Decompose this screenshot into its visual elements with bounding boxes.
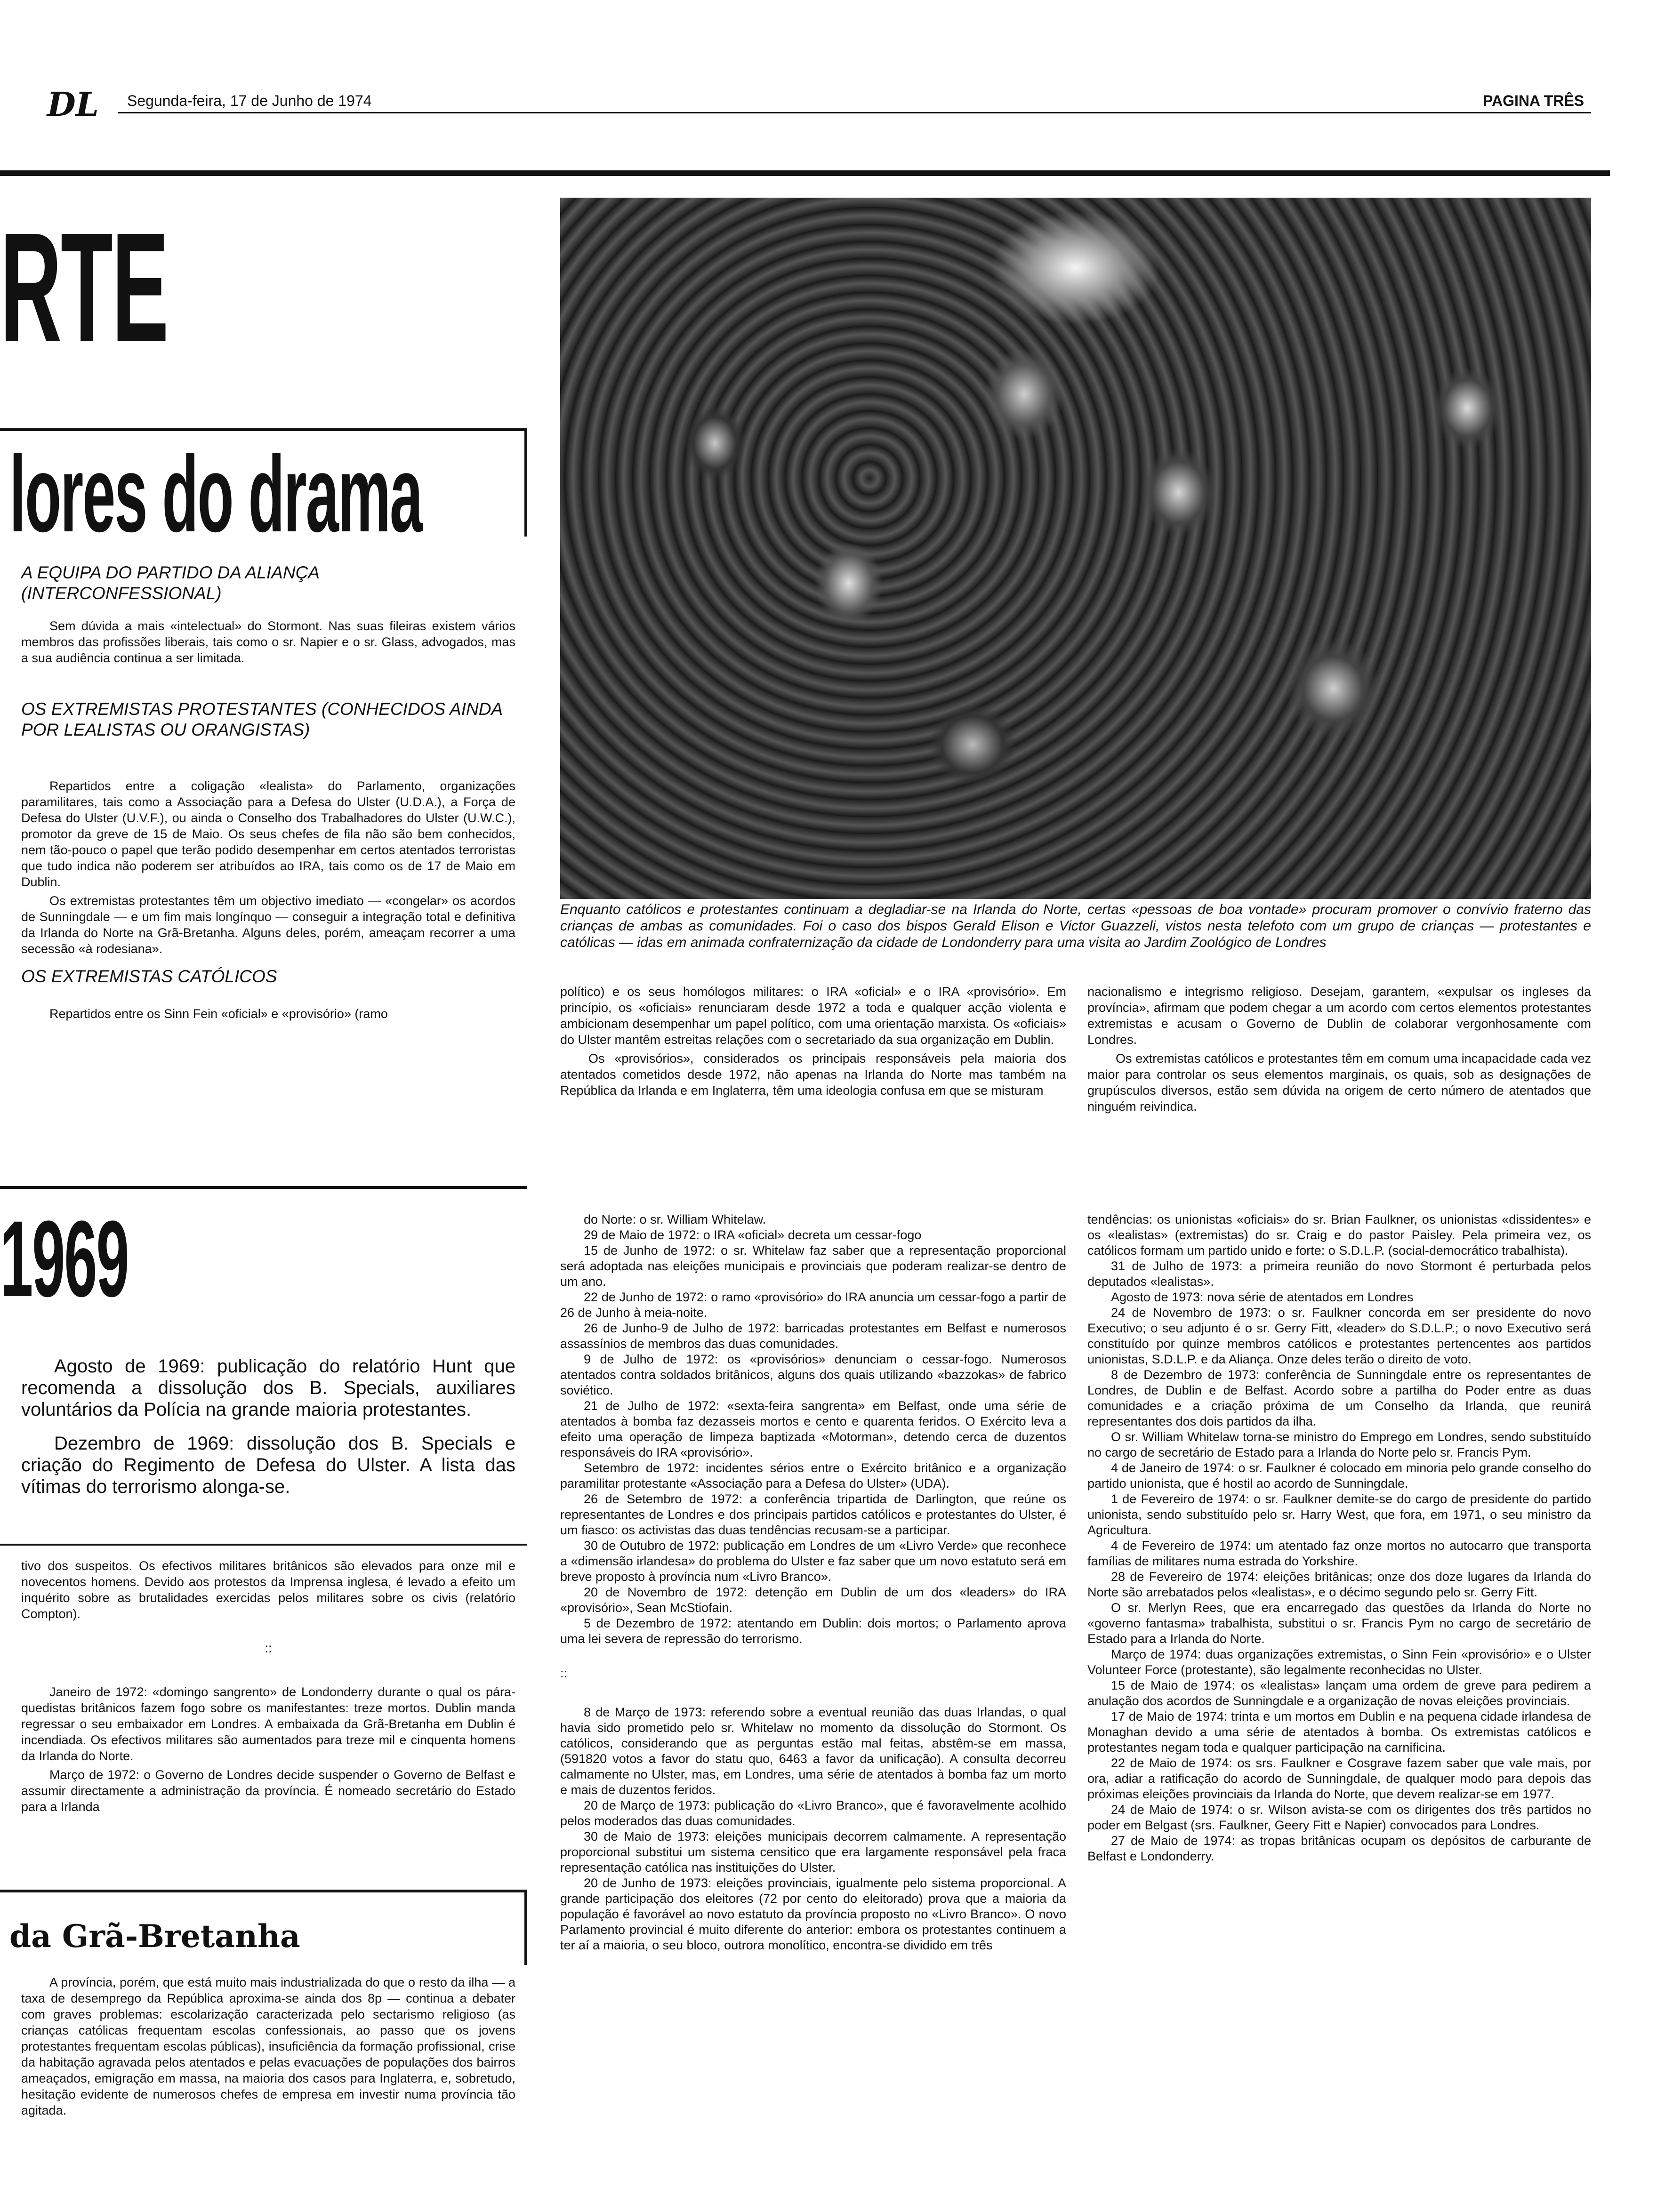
right-paragraph-2: Os extremistas católicos e protestantes têm em comum uma incapacidade cada vez maior para controlar os seus elementos marginais, os quais, sob as designações de grupúsculos diversos, estão sem dúvida na origem de certo número de atentados que ninguém reivindica. — [1087, 1051, 1591, 1114]
chron-mid-item: 26 de Setembro de 1972: a conferência tripartida de Darlington, que reúne os representantes de Londres e dos principais partidos católicos e protestantes do Ulster, é um fiasco: os activistas das duas tendências recusam-se a participar. — [560, 1492, 1066, 1537]
chronology-middle — [560, 1212, 1066, 1953]
protestant-paragraph-1: Repartidos entre a coligação «lealista» do Parlamento, organizações paramilitares, tais como a Associação para a Defesa do Ulster (U.D.A.), a Força de Defesa do Ulster (U.V.F.), ou ainda o Conselho dos Trabalhadores do Ulster (U.W.C.), promotor da greve de 15 de Maio. Os seus chefes de fila não são bem conhecidos, nem tão-pouco o papel que terão podido desempenhar em certos atentados terroristas que tudo indica não poderem ser atribuídos ao IRA, tais como os de 17 de Maio em Dublin. — [21, 779, 515, 889]
issue-date: Segunda-feira, 17 de Junho de 1974 — [127, 92, 372, 109]
chron-mid-item: 30 de Outubro de 1972: publicação em Londres de um «Livro Verde» que reconhece a «dimensão irlandesa» do problema do Ulster e faz saber que um novo estatuto será em breve proposto à província num «Livro Branco». — [560, 1539, 1066, 1584]
sub-headline: lores do drama — [9, 433, 422, 554]
chron-right-item: 17 de Maio de 1974: trinta e um mortos em Dublin e na pequena cidade irlandesa de Monaghan devido a uma série de atentados à bomba. Os extremistas católicos e protestantes negam toda e qualquer participação na carnificina. — [1087, 1709, 1591, 1755]
mid-paragraph-1: político) e os seus homólogos militares: o IRA «oficial» e o IRA «provisório». Em princípio, os «oficiais» renunciaram desde 1972 a toda e qualquer acção violenta e ambicionam desempenhar um papel político, com uma orientação marxista. Os «oficiais» do Ulster mantêm estreitas relações com o secretariado da sua organização em Dublin. — [560, 985, 1066, 1047]
chron-right-item: 28 de Fevereiro de 1974: eleições britânicas; onze dos doze lugares da Irlanda do Norte são arrebatados pelos «lealistas», e o décimo segundo pelo sr. Gerry Fitt. — [1087, 1570, 1591, 1599]
box-top — [0, 1890, 527, 1892]
chron-right-item: 15 de Maio de 1974: os «lealistas» lançam uma ordem de greve para pedirem a anulação dos acordos de Sunningdale e a organização de novas eleições provinciais. — [1087, 1678, 1591, 1708]
mid-paragraph-2: Os «provisórios», considerados os principais responsáveis pela maioria dos atentados cometidos desde 1972, não apenas na Irlanda do Norte mas também na República da Irlanda e em Inglaterra, têm uma ideologia confusa em que se misturam — [560, 1051, 1066, 1098]
chron-right-item: 24 de Maio de 1974: o sr. Wilson avista-se com os dirigentes dos três partidos no poder em Belgast (srs. Faulkner, Geery Fitt e Napier) convocados para Londres. — [1087, 1803, 1591, 1832]
chron-mid-item: 20 de Novembro de 1972: detenção em Dublin de um dos «leaders» do IRA «provisório», Sean McStiofain. — [560, 1585, 1066, 1615]
catholic-paragraph: Repartidos entre os Sinn Fein «oficial» e «provisório» (ramo — [49, 1007, 388, 1021]
chron-right-item: 31 de Julho de 1973: a primeira reunião do novo Stormont é perturbada pelos deputados «lealistas». — [1087, 1259, 1591, 1289]
chron-mid-item: 26 de Junho-9 de Julho de 1972: barricadas protestantes em Belfast e numerosos assassínios de membros das duas comunidades. — [560, 1321, 1066, 1351]
middle-column-top — [560, 984, 1066, 1101]
chron-mid-item: 21 de Julho de 1972: «sexta-feira sangrenta» em Belfast, onde uma série de atentados à bomba faz dezasseis mortos e cento e quarenta feridos. O Exército leva a efeito uma operação de limpeza baptizada «Motorman», detendo cerca de duzentos responsáveis do IRA «provisório». — [560, 1399, 1066, 1459]
chron-right-item: O sr. Merlyn Rees, que era encarregado das questões da Irlanda do Norte no «governo fantasma» trabalhista, substitui o sr. Francis Pym no cargo de secretário de Estado para a Irlanda do Norte. — [1087, 1601, 1591, 1646]
chron-mid-item: 29 de Maio de 1972: o IRA «oficial» decreta um cessar-fogo — [584, 1228, 922, 1242]
section3-headline: da Grã-Bretanha — [9, 1918, 300, 1955]
page-number: PAGINA TRÊS — [1483, 92, 1585, 109]
chron-right-item: 4 de Fevereiro de 1974: um atentado faz onze mortos no autocarro que transporta famílias de militares numa estrada do Yorkshire. — [1087, 1539, 1591, 1568]
header-underline — [118, 112, 1591, 113]
right-column-top — [1087, 984, 1591, 1117]
mid-divider: :: — [560, 1666, 568, 1680]
headline-box-right — [524, 428, 527, 537]
chron-right-item: 8 de Dezembro de 1973: conferência de Sunningdale entre os representantes de Londres, de Dublin e de Belfast. Acordo sobre a partilha do Poder entre as duas comunidades e a criação próxima de um Conselho da Irlanda, que reunirá representantes dos dois partidos da ilha. — [1087, 1368, 1591, 1428]
fragment-headline: RTE — [0, 200, 168, 374]
left-column — [21, 562, 515, 1025]
year-headline: 1969 — [0, 1198, 129, 1319]
section3-paragraph: A província, porém, que está muito mais industrializada do que o resto da ilha — a taxa de desemprego da República aproxima-se ainda dos 8p — continua a debater com graves problemas: escolarização caracterizada pelo sectarismo religioso (as crianças católicas frequentam escolas confessionais, ao passo que os jovens protestantes frequentam escolas públicas), insuficiência da formação profissional, crise da habitação agravada pelos atentados e pelas evacuações de populações dos bairros ameaçados, emigração em massa, na maioria dos casos para Inglaterra, e, sobretudo, hesitação evidente de numerosos chefes de empresa em investir numa província tão agitada. — [21, 1975, 515, 2117]
lead-paragraphs — [21, 1355, 515, 1510]
chronology-right — [1087, 1212, 1591, 1864]
chron-right-item: 27 de Maio de 1974: as tropas britânicas ocupam os depósitos de carburante de Belfast e Londonderry. — [1087, 1834, 1591, 1863]
left-divider: :: — [265, 1641, 272, 1655]
chron-mid-item: 20 de Março de 1973: publicação do «Livro Branco», que é favoravelmente acolhido pelos moderados das duas comunidades. — [560, 1798, 1066, 1828]
chron-mid-item: 8 de Março de 1973: referendo sobre a eventual reunião das duas Irlandas, o qual havia sido prometido pelo sr. Whitelaw no momento da dissolução do Stormont. Os católicos, considerando que as perguntas estão mal feitas, abstêm-se em massa, (591820 votos a favor do statu quo, 6463 a favor da unificação). A consulta decorreu calmamente no Ulster, mas, em Londres, uma série de atentados à bomba faz um morto e mais de duzentos feridos. — [560, 1705, 1066, 1797]
chron-mid-item: 15 de Junho de 1972: o sr. Whitelaw faz saber que a representação proporcional será adoptada nas eleições municipais e provinciais que poderam realizar-se dentro de um ano. — [560, 1243, 1066, 1289]
alliance-paragraph: Sem dúvida a mais «intelectual» do Stormont. Nas suas fileiras existem vários membros das profissões liberais, tais como o sr. Napier e o sr. Glass, advogados, mas a sua audiência continua a ser limitada. — [21, 619, 515, 665]
left-bottom-3: Março de 1972: o Governo de Londres decide suspender o Governo de Belfast e assumir directamente a administração da província. É nomeado secretário do Estado para a Irlanda — [21, 1768, 515, 1814]
top-rule — [0, 170, 1610, 176]
chron-mid-item: 22 de Junho de 1972: o ramo «provisório» do IRA anuncia um cessar-fogo a partir de 26 de Junho à meia-noite. — [560, 1290, 1066, 1320]
left-bottom-2: Janeiro de 1972: «domingo sangrento» de Londonderry durante o qual os pára-quedistas britânicos fazem fogo sobre os manifestantes: treze mortos. Dublin manda regressar o seu embaixador em Londres. A embaixada da Grã-Bretanha em Dublin é incendiada. Os efectivos militares são aumentados para treze mil e cinquenta homens da Irlanda do Norte. — [21, 1685, 515, 1763]
lead-paragraph-2: Dezembro de 1969: dissolução dos B. Specials e criação do Regimento de Defesa do Ulster. A lista das vítimas do terrorismo alonga-se. — [21, 1433, 515, 1497]
chron-right-item: 24 de Novembro de 1973: o sr. Faulkner concorda em ser presidente do novo Executivo; o seu adjunto é o sr. Gerry Fitt, «leader» do S.D.L.P.; o novo Executivo será constituído por quinze membros católicos e protestantes pertencentes aos partidos unionistas, S.D.L.P. e da Aliança. Onze deles terão o direito de voto. — [1087, 1306, 1591, 1366]
left-bottom-1: tivo dos suspeitos. Os efectivos militares britânicos são elevados para onze mil e novecentos homens. Devido aos protestos da Imprensa inglesa, é levado a efeito um inquérito sobre as brutalidades exercidas pelos militares sobre os civis (relatório Compton). — [21, 1559, 515, 1621]
news-photo — [560, 198, 1591, 899]
chron-mid-item: Setembro de 1972: incidentes sérios entre o Exército britânico e a organização paramilitar protestante «Associação para a Defesa do Ulster» (UDA). — [560, 1461, 1066, 1491]
chron-right-item: 22 de Maio de 1974: os srs. Faulkner e Cosgrave fazem saber que vale mais, por ora, adiar a ratificação do acordo de Sunningdale, de qualquer modo para depois das próximas eleições provinciais da Irlanda do Norte, que devem realizar-se em 1977. — [1087, 1756, 1591, 1801]
chron-right-item: 1 de Fevereiro de 1974: o sr. Faulkner demite-se do cargo de presidente do partido unionista, sendo substituído pelo sr. Harry West, que fora, em 1971, o seu ministro da Agricultura. — [1087, 1492, 1591, 1537]
chron-right-item: 4 de Janeiro de 1974: o sr. Faulkner é colocado em minoria pelo grande conselho do partido unionista, que é hostil ao acordo de Sunningdale. — [1087, 1461, 1591, 1491]
chron-right-item: O sr. William Whitelaw torna-se ministro do Emprego em Londres, sendo substituído no cargo de secretário de Estado para a Irlanda do Norte pelo sr. Francis Pym. — [1087, 1430, 1591, 1459]
chron-right-item: Março de 1974: duas organizações extremistas, o Sinn Fein «provisório» e o Ulster Volunteer Force (protestante), são legalmente reconhecidas no Ulster. — [1087, 1647, 1591, 1677]
protestant-paragraph-2: Os extremistas protestantes têm um objectivo imediato — «congelar» os acordos de Sunningdale — e um fim mais longínquo — conseguir a integração total e definitiva da Irlanda do Norte na Grã-Bretanha. Alguns deles, porém, ameaçam recorrer a uma secessão «à rodesiana». — [21, 894, 515, 956]
alliance-heading: A EQUIPA DO PARTIDO DA ALIANÇA (INTERCONFESSIONAL) — [21, 563, 319, 603]
box-right — [524, 1890, 527, 1965]
chron-mid-item: 5 de Dezembro de 1972: atentando em Dublin: dois mortos; o Parlamento aprova uma lei severa de repressão do terrorismo. — [560, 1616, 1066, 1646]
chron-mid-item: 9 de Julho de 1972: os «provisórios» denunciam o cessar-fogo. Numerosos atentados contra soldados britânicos, alguns dos quais utilizando «bazzokas» de fabrico soviético. — [560, 1352, 1066, 1397]
right-paragraph-1: nacionalismo e integrismo religioso. Desejam, garantem, «expulsar os ingleses da província», afirmam que podem chegar a um acordo com certos elementos protestantes extremistas e acusam o Governo de Dublin de colaborar vergonhosamente com Londres. — [1087, 985, 1591, 1047]
lead-paragraph-1: Agosto de 1969: publicação do relatório Hunt que recomenda a dissolução dos B. Specials, auxiliares voluntários da Polícia na grande maioria protestantes. — [21, 1356, 515, 1420]
headline-box-top — [0, 428, 527, 431]
chron-right-item: tendências: os unionistas «oficiais» do sr. Brian Faulkner, os unionistas «dissidentes» e os «lealistas» (extremistas) do sr. Craig e do pastor Paisley. Pela primeira vez, os católicos formam um partido unido e forte: o S.D.L.P. (social-democrático trabalhista). — [1087, 1212, 1591, 1258]
chron-right-item: Agosto de 1973: nova série de atentados em Londres — [1111, 1290, 1414, 1304]
left-column-bottom — [21, 1558, 515, 1818]
photo-caption: Enquanto católicos e protestantes continuam a degladiar-se na Irlanda do Norte, certas «pessoas de boa vontade» procuram promover o convívio fraterno das crianças de ambas as comunidades. Foi o caso dos bispos Gerald Elison e Victor Guazzeli, vistos nesta telefoto com um grupo de crianças — protestantes e católicas — idas em animada confraternização da cidade de Londonderry para uma visita ao Jardim Zoológico de Londres — [560, 902, 1591, 950]
protestant-heading: OS EXTREMISTAS PROTESTANTES (CONHECIDOS AINDA POR LEALISTAS OU ORANGISTAS) — [21, 699, 502, 739]
chron-mid-item: do Norte: o sr. William Whitelaw. — [584, 1212, 766, 1226]
chron-mid-item: 20 de Junho de 1973: eleições provinciais, igualmente pelo sistema proporcional. A grande participação dos eleitores (72 por cento do eleitorado) prova que a maioria da população é favorável ao novo estatuto da província proposto no «Livro Branco». O novo Parlamento provincial é muito diferente do anterior: embora os protestantes continuem a ter aí a maioria, o seu bloco, outrora monolítico, encontra-se dividido em três — [560, 1876, 1066, 1952]
chron-mid-item: 30 de Maio de 1973: eleições municipais decorrem calmamente. A representação proporcional substitui um sistema censitico que era largamente responsável pela fraca representação católica nas instituições do Ulster. — [560, 1829, 1066, 1875]
lead-rule — [0, 1544, 527, 1546]
section-rule — [0, 1186, 527, 1189]
newspaper-logo: DL — [47, 85, 99, 124]
catholic-heading: OS EXTREMISTAS CATÓLICOS — [21, 967, 277, 986]
